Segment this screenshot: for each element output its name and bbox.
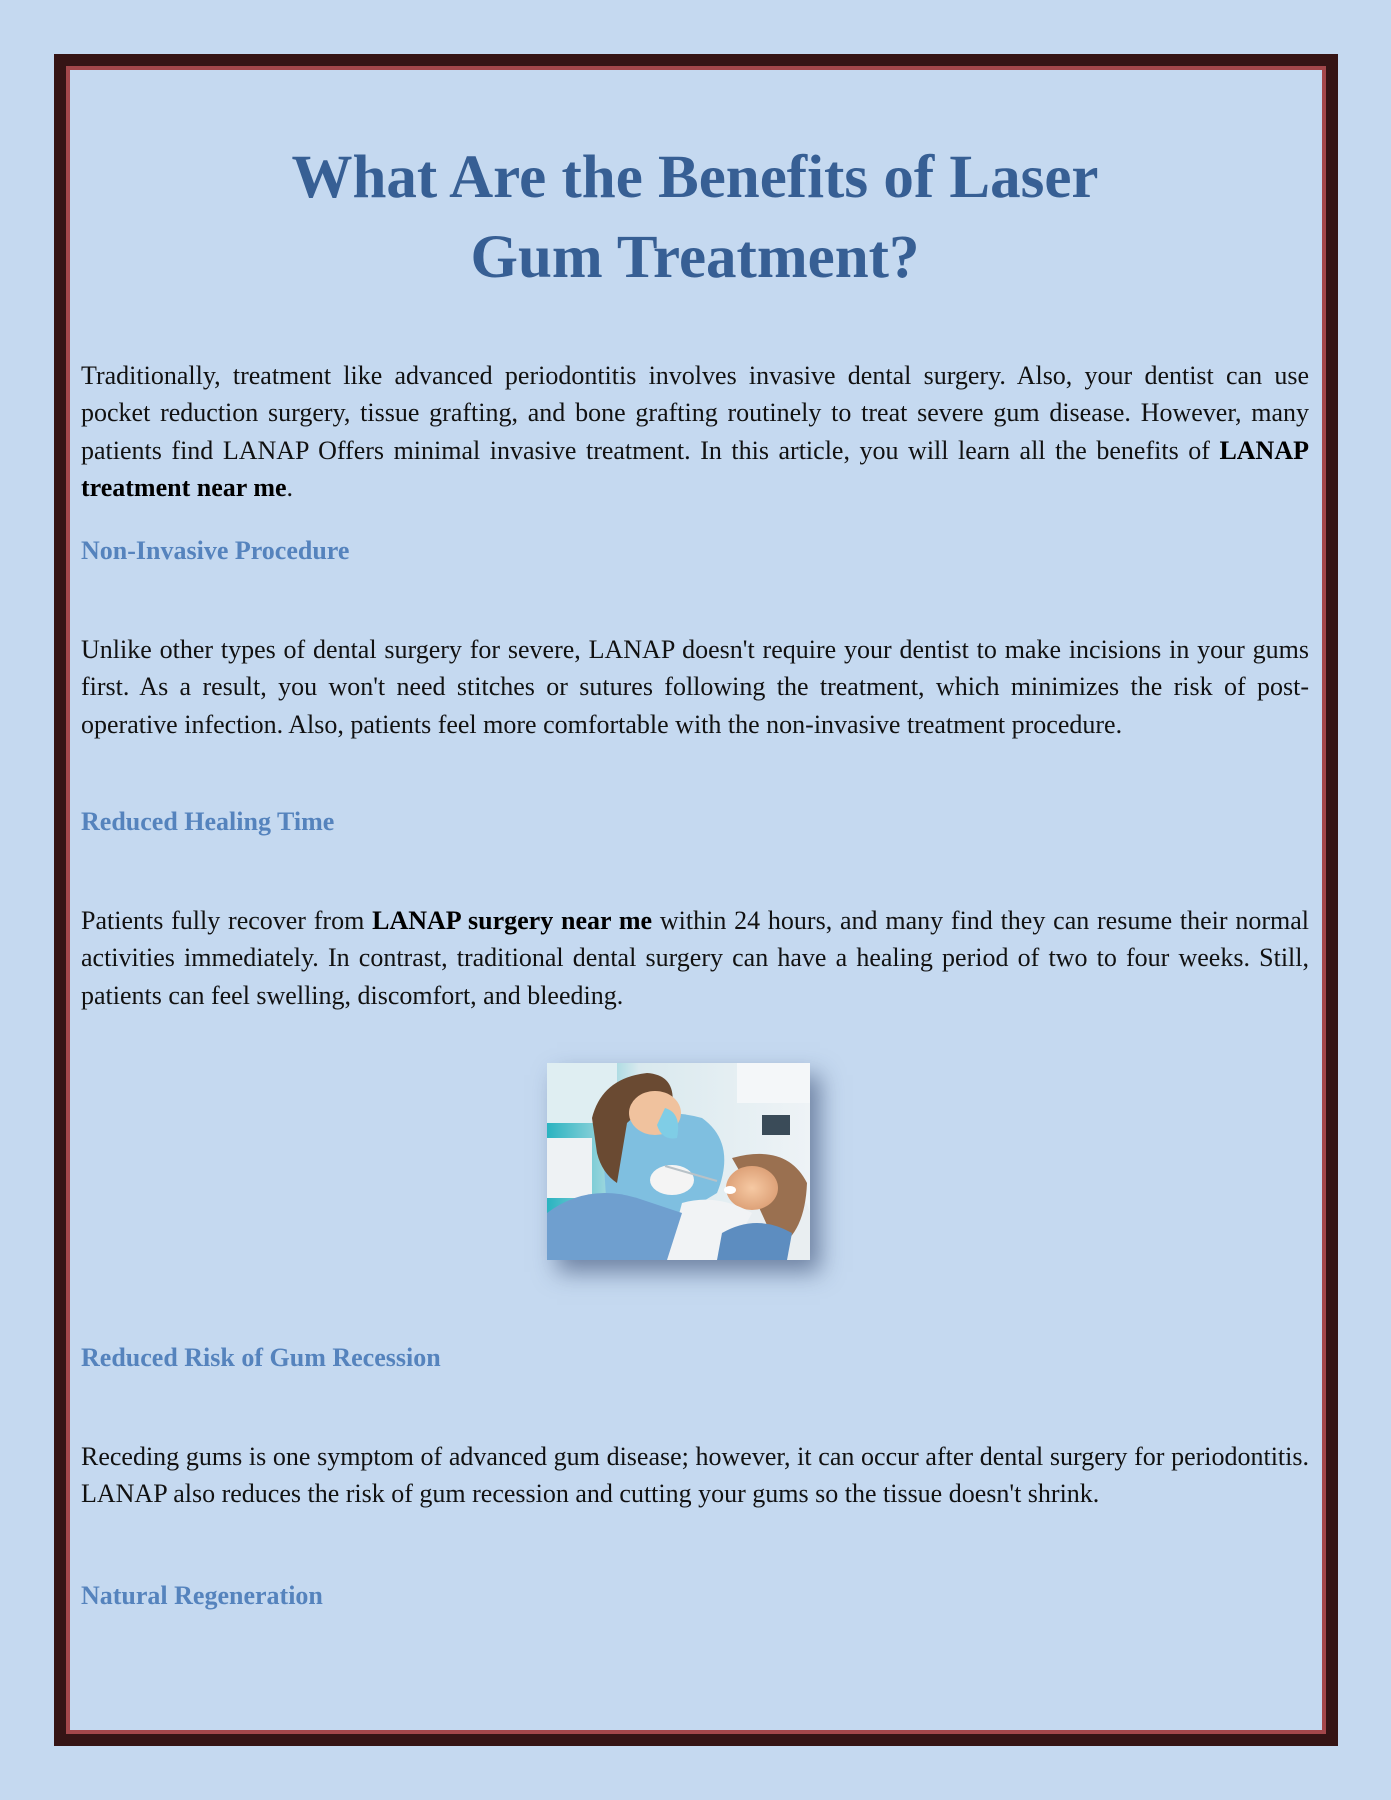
section-heading-natural-regeneration: Natural Regeneration [81, 1581, 323, 1610]
section-heading-non-invasive: Non-Invasive Procedure [81, 536, 350, 565]
dental-photo [547, 1063, 810, 1260]
section-heading-gum-recession: Reduced Risk of Gum Recession [81, 1343, 441, 1372]
section-heading-healing-time: Reduced Healing Time [81, 807, 335, 836]
section-paragraph-healing-time [81, 902, 1309, 1014]
intro-bold-link-text: LANAP treatment near me [81, 435, 1309, 502]
intro-text-end: . [286, 472, 294, 502]
dental-photo-illustration [547, 1063, 810, 1260]
healing-text: Patients fully recover from [81, 906, 373, 935]
page-title: What Are the Benefits of Laser Gum Treatment? [291, 144, 1099, 291]
healing-text-end: within 24 hours, and many find they can resume their normal activities immediately. In contrast, traditional dental surgery can have a healing period of two to four weeks. Still, patients can feel swelling, discomfort, and bleeding. [81, 906, 1309, 1010]
section-paragraph-gum-recession: Receding gums is one symptom of advanced gum disease; however, it can occur after dental surgery for periodontitis. LANAP also reduces the risk of gum recession and cutting your gums so the tissue doesn't shrink. [81, 1442, 1309, 1509]
section-paragraph-non-invasive: Unlike other types of dental surgery for severe, LANAP doesn't require your dentist to make incisions in your gums first. As a result, you won't need stitches or sutures following the treatment, which minimizes the risk of post-operative infection. Also, patients feel more comfortable with the non-invasive treatment procedure. [81, 635, 1309, 739]
intro-text: Traditionally, treatment like advanced periodontitis involves invasive dental surgery. Also, your dentist can use pocket reduction surgery, tissue grafting, and bone grafting routinely to treat severe gum disease. However, many patients find LANAP Offers minimal invasive treatment. In this article, you will learn all the benefits of [81, 361, 1309, 465]
healing-bold-text: LANAP surgery near me [372, 906, 653, 935]
intro-paragraph [81, 357, 1309, 506]
